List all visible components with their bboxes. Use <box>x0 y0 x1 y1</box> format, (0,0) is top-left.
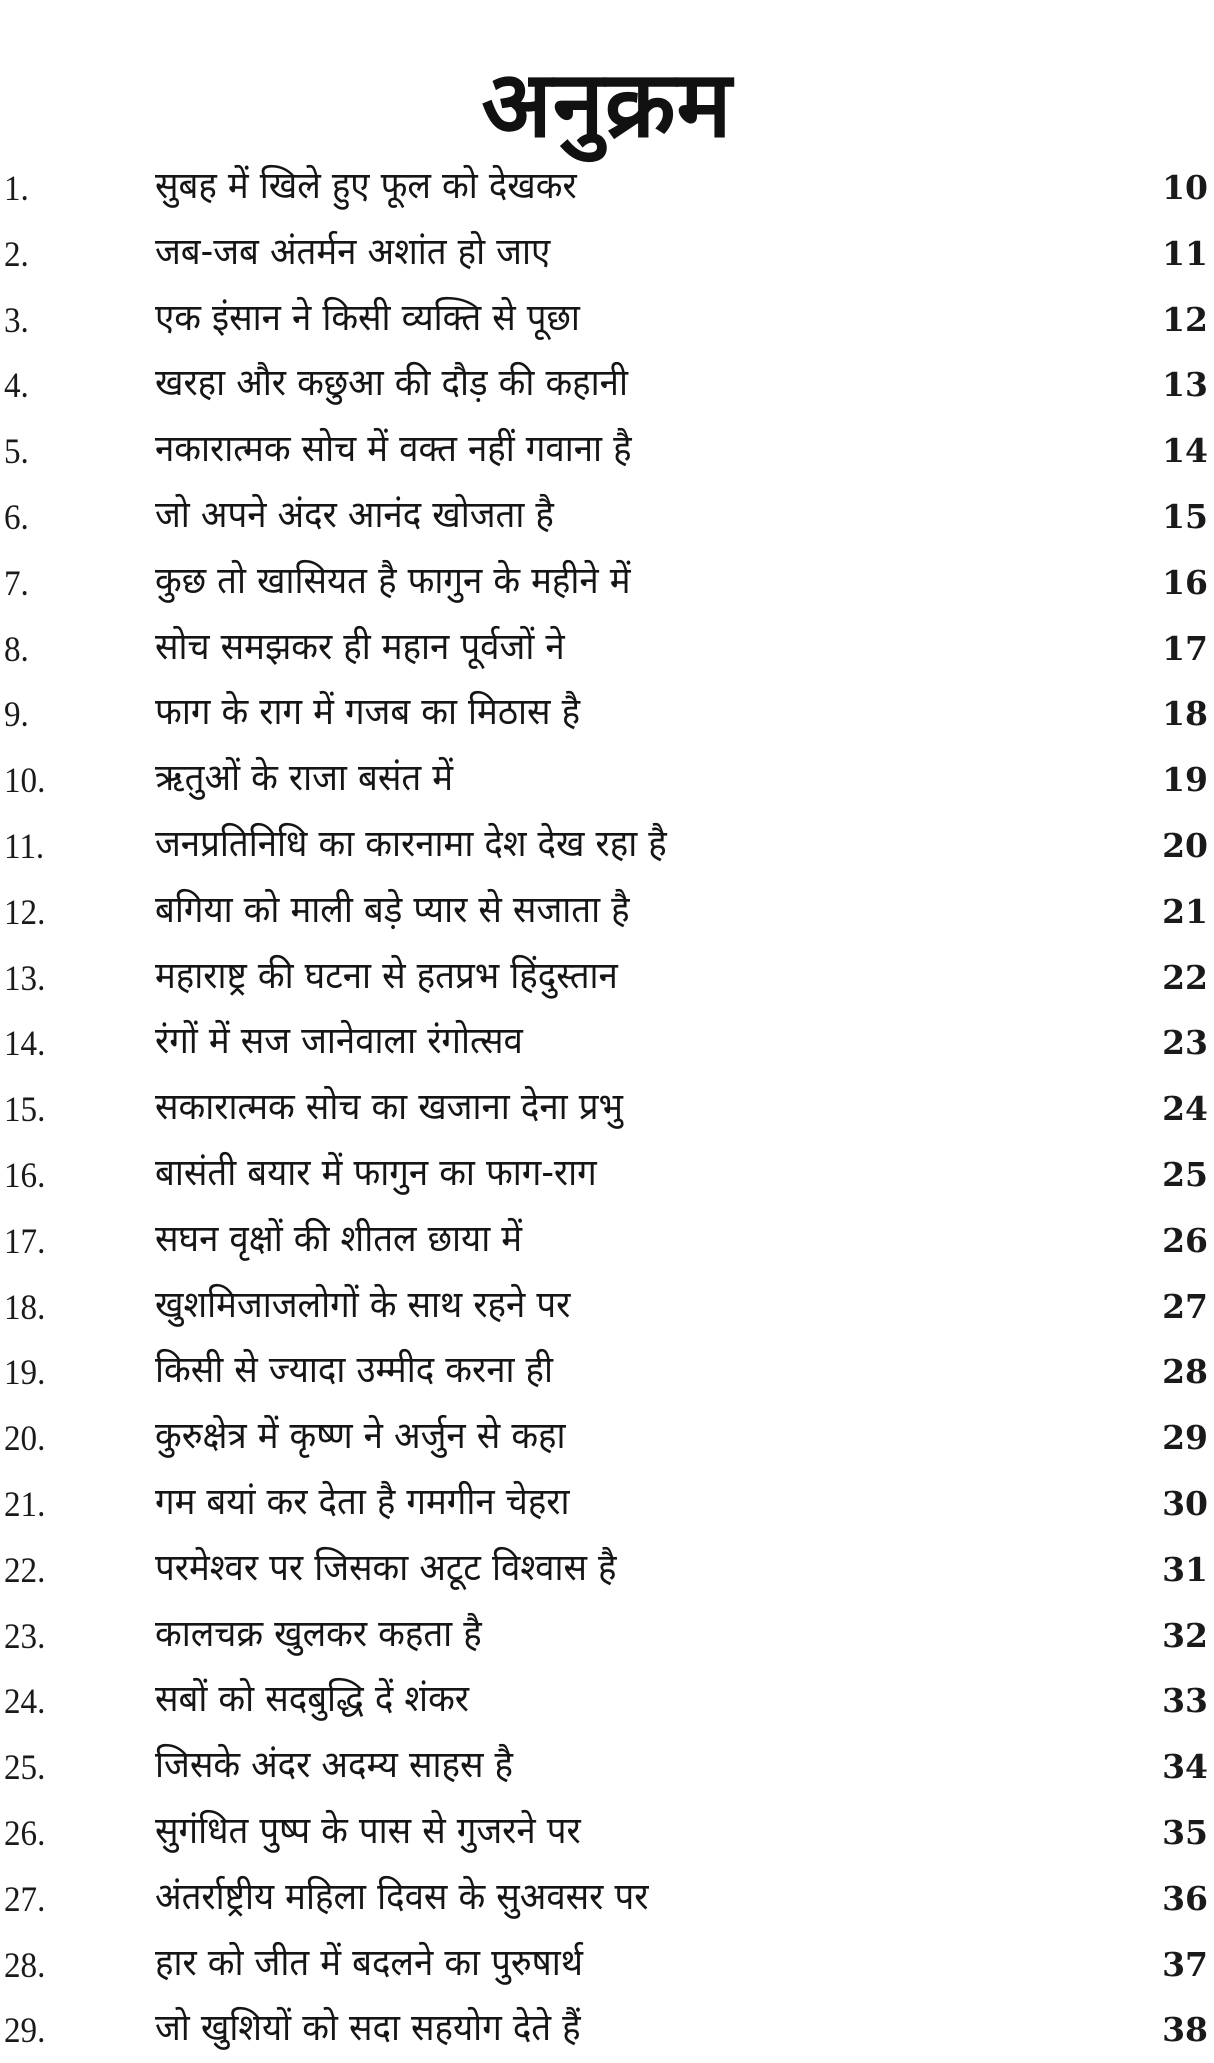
entry-number: 28. <box>4 1944 46 1985</box>
entry-number: 15. <box>4 1089 46 1130</box>
entry-title[interactable]: जब-जब अंतर्मन अशांत हो जाए <box>155 229 551 273</box>
toc-entry[interactable] <box>0 1668 1214 1734</box>
entry-title[interactable]: गम बयां कर देता है गमगीन चेहरा <box>155 1479 570 1523</box>
entry-page-number: 31 <box>1162 1549 1208 1589</box>
entry-title[interactable]: हार को जीत में बदलने का पुरुषार्थ <box>155 1940 584 1984</box>
entry-number: 5. <box>4 431 29 472</box>
entry-page-number: 27 <box>1162 1286 1208 1326</box>
entry-number: 6. <box>4 496 29 537</box>
entry-page-number: 18 <box>1162 694 1208 734</box>
entry-page-number: 21 <box>1162 891 1208 931</box>
toc-entry[interactable] <box>0 1866 1214 1932</box>
entry-number: 27. <box>4 1878 46 1919</box>
entry-title[interactable]: बासंती बयार में फागुन का फाग-राग <box>155 1150 597 1194</box>
entry-number: 26. <box>4 1812 46 1853</box>
entry-page-number: 24 <box>1162 1089 1208 1129</box>
toc-entry[interactable] <box>0 1603 1214 1669</box>
toc-entry[interactable] <box>0 747 1214 813</box>
entry-number: 16. <box>4 1154 46 1195</box>
entry-page-number: 36 <box>1162 1878 1208 1918</box>
toc-entry[interactable] <box>0 221 1214 287</box>
toc-entry[interactable] <box>0 287 1214 353</box>
entry-page-number: 20 <box>1162 825 1208 865</box>
entry-number: 9. <box>4 694 29 735</box>
entry-title[interactable]: सोच समझकर ही महान पूर्वजों ने <box>155 624 565 668</box>
toc-entry[interactable] <box>0 1274 1214 1340</box>
entry-page-number: 35 <box>1162 1812 1208 1852</box>
entry-number: 13. <box>4 957 46 998</box>
entry-title[interactable]: खरहा और कछुआ की दौड़ की कहानी <box>155 361 628 405</box>
toc-entry[interactable] <box>0 945 1214 1011</box>
entry-page-number: 22 <box>1162 957 1208 997</box>
toc-entry[interactable] <box>0 418 1214 484</box>
entry-page-number: 32 <box>1162 1615 1208 1655</box>
toc-entry[interactable] <box>0 1932 1214 1998</box>
entry-page-number: 23 <box>1162 1023 1208 1063</box>
entry-title[interactable]: किसी से ज्यादा उम्मीद करना ही <box>155 1348 554 1392</box>
entry-title[interactable]: बगिया को माली बड़े प्यार से सजाता है <box>155 887 630 931</box>
toc-entry[interactable] <box>0 681 1214 747</box>
entry-page-number: 34 <box>1162 1747 1208 1787</box>
entry-title[interactable]: रंगों में सज जानेवाला रंगोत्सव <box>155 1019 523 1063</box>
entry-page-number: 26 <box>1162 1220 1208 1260</box>
entry-number: 11. <box>4 825 45 866</box>
entry-number: 18. <box>4 1286 46 1327</box>
entry-title[interactable]: सघन वृक्षों की शीतल छाया में <box>155 1216 523 1260</box>
entry-title[interactable]: जो खुशियों को सदा सहयोग देते हैं <box>155 2006 581 2050</box>
entry-title[interactable]: फाग के राग में गजब का मिठास है <box>155 690 581 734</box>
entry-number: 12. <box>4 891 46 932</box>
entry-title[interactable]: एक इंसान ने किसी व्यक्ति से पूछा <box>155 295 580 339</box>
toc-entry[interactable] <box>0 550 1214 616</box>
toc-entry[interactable] <box>0 813 1214 879</box>
entry-page-number: 11 <box>1162 233 1208 273</box>
entry-title[interactable]: जो अपने अंदर आनंद खोजता है <box>155 492 554 536</box>
entry-title[interactable]: जनप्रतिनिधि का कारनामा देश देख रहा है <box>155 821 667 865</box>
entry-page-number: 38 <box>1162 2010 1208 2050</box>
toc-entry[interactable] <box>0 1010 1214 1076</box>
entry-title[interactable]: महाराष्ट्र की घटना से हतप्रभ हिंदुस्तान <box>155 953 618 997</box>
entry-title[interactable]: परमेश्वर पर जिसका अटूट विश्वास है <box>155 1545 617 1589</box>
entry-number: 2. <box>4 233 29 274</box>
page-title: अनुक्रम <box>481 50 733 158</box>
entry-title[interactable]: नकारात्मक सोच में वक्त नहीं गवाना है <box>155 427 632 471</box>
entry-title[interactable]: कुरुक्षेत्र में कृष्ण ने अर्जुन से कहा <box>155 1414 566 1458</box>
toc-entry[interactable] <box>0 1076 1214 1142</box>
toc-entry[interactable] <box>0 1405 1214 1471</box>
entry-page-number: 29 <box>1162 1418 1208 1458</box>
entry-number: 22. <box>4 1549 46 1590</box>
entry-title[interactable]: सुबह में खिले हुए फूल को देखकर <box>155 164 577 207</box>
toc-entry[interactable] <box>0 616 1214 682</box>
entry-page-number: 10 <box>1162 168 1208 207</box>
entry-title[interactable]: जिसके अंदर अदम्य साहस है <box>155 1743 514 1787</box>
entry-number: 1. <box>4 168 29 208</box>
toc-entry[interactable] <box>0 352 1214 418</box>
entry-number: 19. <box>4 1352 46 1393</box>
toc-entry[interactable] <box>0 155 1214 221</box>
entry-number: 23. <box>4 1615 46 1656</box>
entry-page-number: 19 <box>1162 760 1208 800</box>
entry-number: 7. <box>4 562 29 603</box>
toc-entry[interactable] <box>0 1734 1214 1800</box>
toc-entry[interactable] <box>0 1471 1214 1537</box>
entry-number: 21. <box>4 1483 46 1524</box>
entry-number: 10. <box>4 760 46 801</box>
entry-title[interactable]: कालचक्र खुलकर कहता है <box>155 1611 482 1655</box>
toc-entry[interactable] <box>0 1800 1214 1866</box>
entry-title[interactable]: खुशमिजाजलोगों के साथ रहने पर <box>155 1282 571 1326</box>
toc-entry[interactable] <box>0 1339 1214 1405</box>
entry-number: 29. <box>4 2010 46 2051</box>
entry-number: 20. <box>4 1418 46 1459</box>
entry-title[interactable]: ऋतुओं के राजा बसंत में <box>155 756 454 800</box>
entry-page-number: 17 <box>1162 628 1208 668</box>
entry-title[interactable]: सबों को सदबुद्धि दें शंकर <box>155 1677 470 1721</box>
toc-entry[interactable] <box>0 484 1214 550</box>
entry-number: 4. <box>4 365 29 406</box>
table-of-contents <box>0 155 1214 2063</box>
entry-title[interactable]: सकारात्मक सोच का खजाना देना प्रभु <box>155 1085 623 1129</box>
entry-page-number: 12 <box>1162 299 1208 339</box>
entry-page-number: 33 <box>1162 1681 1208 1721</box>
entry-number: 3. <box>4 299 29 340</box>
entry-title[interactable]: अंतर्राष्ट्रीय महिला दिवस के सुअवसर पर <box>155 1874 649 1918</box>
entry-title[interactable]: सुगंधित पुष्प के पास से गुजरने पर <box>155 1808 581 1852</box>
entry-page-number: 37 <box>1162 1944 1208 1984</box>
entry-page-number: 30 <box>1162 1483 1208 1523</box>
entry-number: 17. <box>4 1220 46 1261</box>
toc-entry[interactable] <box>0 1142 1214 1208</box>
entry-number: 24. <box>4 1681 46 1722</box>
entry-page-number: 28 <box>1162 1352 1208 1392</box>
entry-number: 8. <box>4 628 29 669</box>
entry-number: 14. <box>4 1023 46 1064</box>
toc-entry[interactable] <box>0 1537 1214 1603</box>
entry-title[interactable]: कुछ तो खासियत है फागुन के महीने में <box>155 558 631 602</box>
entry-page-number: 15 <box>1162 496 1208 536</box>
entry-page-number: 16 <box>1162 562 1208 602</box>
entry-page-number: 13 <box>1162 365 1208 405</box>
entry-number: 25. <box>4 1747 46 1788</box>
entry-page-number: 25 <box>1162 1154 1208 1194</box>
entry-page-number: 14 <box>1162 431 1208 471</box>
toc-entry[interactable] <box>0 879 1214 945</box>
toc-entry[interactable] <box>0 1208 1214 1274</box>
toc-entry[interactable] <box>0 1997 1214 2063</box>
